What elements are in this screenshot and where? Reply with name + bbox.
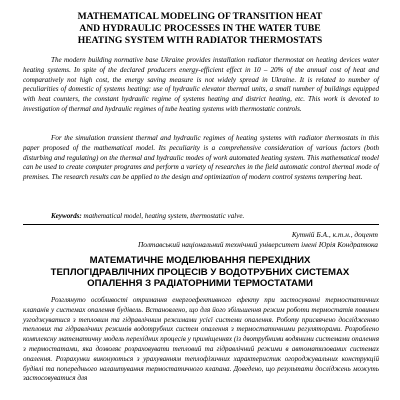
author-affiliation: Полтавський національний технічний університет імені Юрія Кондратюка	[137, 240, 378, 249]
keywords-label: Keywords:	[51, 212, 82, 220]
keywords-text: mathematical model, heating system, thermostatic valve.	[83, 212, 245, 220]
author-name: Кутній Б.А., к.т.н., доцент	[291, 230, 378, 239]
english-title-line-2: AND HYDRAULIC PROCESSES IN THE WATER TUBE	[79, 23, 321, 34]
ukrainian-title-line-2: ТЕПЛОГІДРАВЛІЧНИХ ПРОЦЕСІВ У ВОДОТРУБНИХ СИСТЕМАХ	[50, 266, 350, 278]
english-title-line-3: HEATING SYSTEM WITH RADIATOR THERMOSTATS	[77, 35, 323, 46]
ukrainian-abstract-paragraph: Розглянуто особливості отримання енергоефективного ефекту при застосуванні термостатичних клапанів у системах опалення будівель. Встановлено, що для його збільшення режим роботи термостатів повинен узгоджуватися з тепловим та гідравлічним режимами усієї системи опалення. Роботу присвячено дослідженню теплових та гідравлічних режимів водотрубних систем опалення з термостатичними регуляторами. Розроблено комплексну математичну модель перехідних процесів у приміщеннях (із двотрубними водяними системами опалення з термостатами, яка дозволяє розраховувати тепловий та гідравлічний режими в автоматизованих системах опалення. Розрахунки виконуються з урахуванням теплофізичних характеристик огороджувальних конструкцій будівлі та попереднього налаштування термостатичного клапана. Доведено, що результати досліджень можуть застосовуватися для	[23, 296, 379, 383]
section-divider	[23, 224, 379, 225]
ukrainian-title-line-3: ОПАЛЕННЯ З РАДІАТОРНИМИ ТЕРМОСТАТАМИ	[87, 278, 313, 289]
english-keywords	[23, 212, 379, 222]
english-abstract-paragraph-1: The modern building normative base Ukraine provides installation radiator thermostat on heating devices water heating systems. In spite of the declared producers energy-efficient effect in 10 – 20% of the annual cost of heat and comparatively not high cost, the energy saving measure is not widely spread in Ukraine. It is related to number of peculiarities of domestic of systems heating: use of hydraulic elevator thermal units, a small number of buildings equipped with heat counters, the constant hydraulic regime of systems heating and district heating, etc. This work is devoted to investigation of thermal and hydraulic regimes of tube heating systems with thermostatic controls.	[23, 56, 379, 113]
english-title-line-1: MATHEMATICAL MODELING OF TRANSITION HEAT	[77, 11, 323, 22]
ukrainian-title-line-1: МАТЕМАТИЧНЕ МОДЕЛЮВАННЯ ПЕРЕХІДНИХ	[89, 255, 311, 266]
english-abstract-paragraph-2: For the simulation transient thermal and hydraulic regimes of heating systems with radiator thermostats in this paper proposed of the mathematical model. Its peculiarity is a comprehensive consideration of various factors (both disturbing and regulating) on the thermal and hydraulic modes of work automated heating system. This mathematical model can be used to create computer programs and perform a variety of researches in the field automatic control thermal mode of premises. The research results can be applied to the design and optimization of modern control systems tempering heat.	[23, 134, 379, 181]
